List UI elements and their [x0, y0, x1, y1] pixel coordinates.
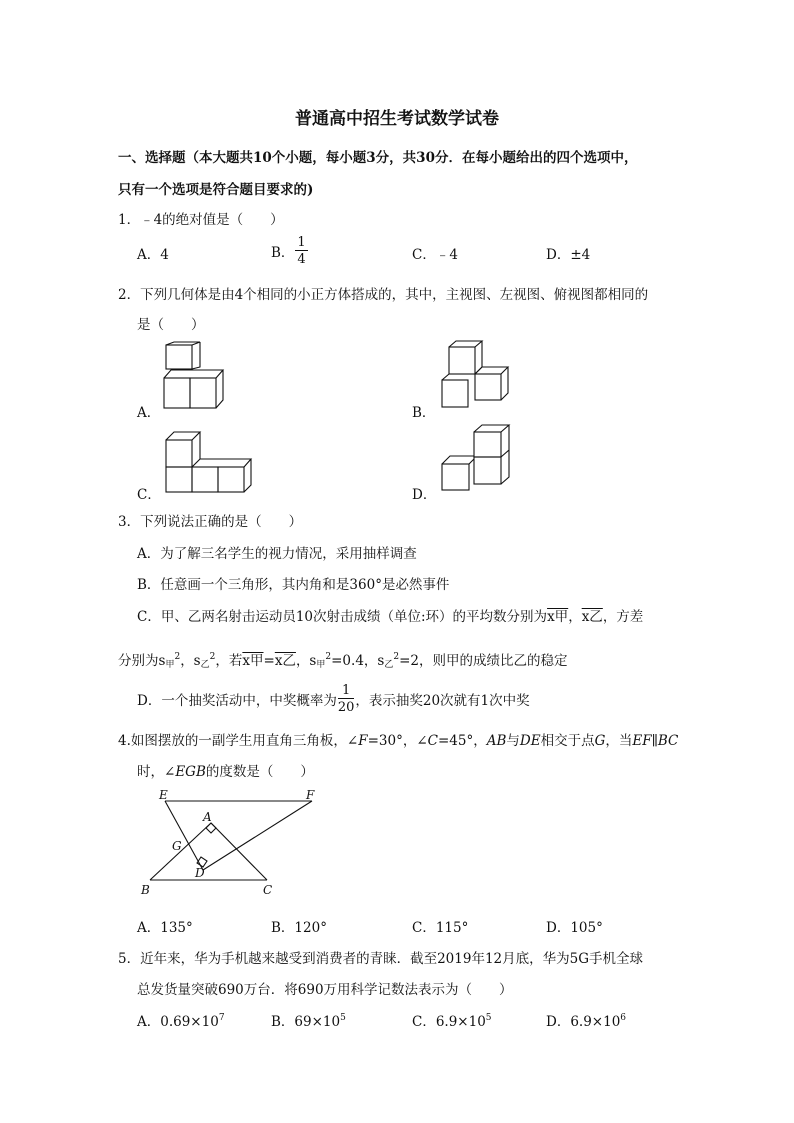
q2-stem-line2: 是（ ）: [137, 317, 205, 333]
q2-option-d: D．: [412, 487, 437, 503]
label-e: E: [159, 788, 168, 802]
section-heading-line1: 一、选择题（本大题共10个小题，每小题3分，共30分．在每小题给出的四个选项中，: [118, 150, 638, 166]
q1-option-a: A．4: [137, 247, 169, 263]
section-heading-line2: 只有一个选项是符合题目要求的): [118, 182, 314, 198]
q5-option-c: C．$6.9\times 10^5$: [412, 1013, 492, 1030]
q4-stem-line2: 时，∠EGB的度数是（ ）: [137, 764, 314, 780]
q2-option-c: C．: [137, 487, 161, 503]
q4-triangle-figure: [140, 788, 320, 898]
q5-stem-line1: 5．近年来，华为手机越来越受到消费者的青睐．截至2019年12月底，华为5G手机全球: [118, 951, 643, 967]
q4-option-c: C．115°: [412, 920, 469, 936]
fraction: $\frac{1}{20}$: [337, 683, 355, 715]
label-c: C: [263, 883, 273, 897]
q2-stem-line1: 2．下列几何体是由4个相同的小正方体搭成的，其中，主视图、左视图、俯视图都相同的: [118, 287, 649, 303]
q2-figure-c: [160, 430, 255, 496]
q5-option-b: B．$69\times 10^5$: [271, 1013, 346, 1030]
q2-option-a: A．: [137, 405, 161, 421]
label-d: D: [195, 866, 205, 880]
mean-x-jia: x甲: [547, 609, 569, 625]
q5-option-d: D．$6.9\times 10^6$: [546, 1013, 627, 1030]
fraction: $\frac{1}{4}$: [297, 235, 306, 267]
q3-option-d: D．一个抽奖活动中，中奖概率为 $\frac{1}{20}$ ，表示抽奖20次就有1次中奖: [137, 683, 530, 715]
q4-stem-line1: 4.如图摆放的一副学生用直角三角板，∠F=30°，∠C=45°，AB与DE相交于点G，当EF∥BC: [118, 733, 679, 749]
q1-option-b: B． $\frac{1}{4}$: [271, 235, 306, 267]
q1-option-c: C．﹣4: [412, 247, 458, 263]
q4-option-a: A．135°: [137, 920, 193, 936]
label-f: F: [306, 788, 315, 802]
q1-option-d: D．±4: [546, 247, 591, 263]
q2-figure-b: [438, 340, 518, 412]
q2-option-b: B．: [412, 405, 436, 421]
q3-option-c-line2: 分别为$s_甲^2$，$s_乙^2$，若x甲=x乙，$s_甲^2=0.4$，$s_乙^2=2$，则甲的成绩比乙的稳定: [118, 652, 568, 670]
q3-option-b: B．任意画一个三角形，其内角和是360°是必然事件: [137, 577, 450, 593]
q5-stem-line2: 总发货量突破690万台．将690万用科学记数法表示为（ ）: [137, 982, 513, 998]
q1-stem: 1．﹣4的绝对值是（ ）: [118, 212, 284, 228]
q3-option-a: A．为了解三名学生的视力情况，采用抽样调查: [137, 546, 417, 562]
label-b: B: [141, 883, 150, 897]
q3-option-c-line1: C．甲、乙两名射击运动员10次射击成绩（单位:环）的平均数分别为x甲，x乙，方差: [137, 609, 644, 625]
page-title: 普通高中招生考试数学试卷: [295, 109, 499, 129]
q5-option-a: A．$0.69\times 10^7$: [137, 1013, 225, 1030]
label-a: A: [203, 810, 212, 824]
label-g: G: [172, 839, 182, 853]
q4-option-d: D．105°: [546, 920, 603, 936]
mean-x-yi: x乙: [581, 609, 603, 625]
q4-option-b: B．120°: [271, 920, 327, 936]
q2-figure-a: [160, 340, 230, 412]
q3-stem: 3．下列说法正确的是（ ）: [118, 514, 303, 530]
q2-figure-d: [438, 422, 518, 496]
